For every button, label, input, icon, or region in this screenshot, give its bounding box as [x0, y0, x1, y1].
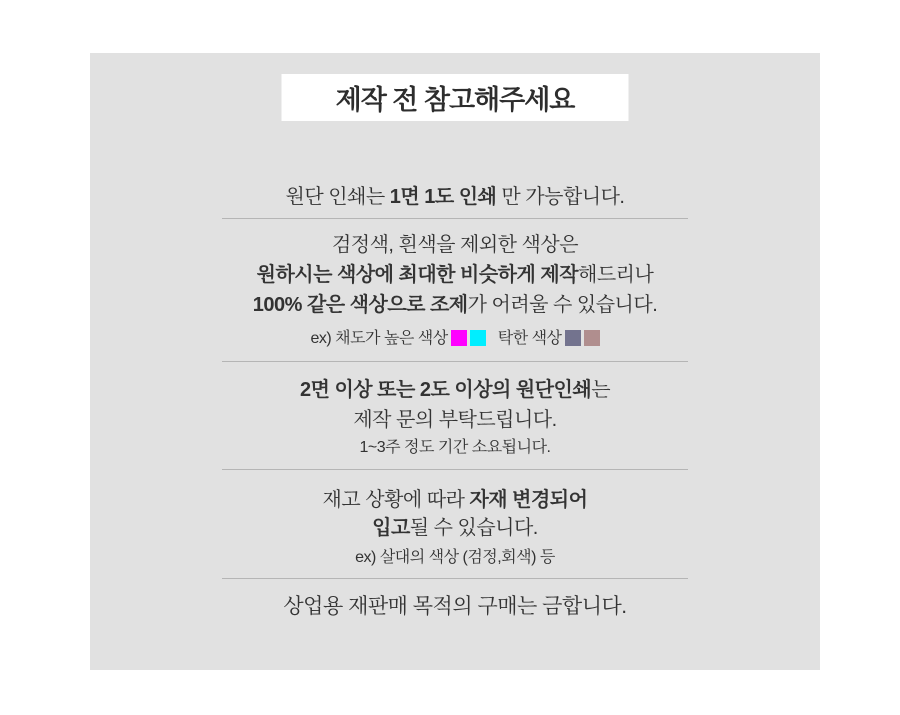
notice-line-stock-example — [90, 546, 820, 570]
notice-line-restock — [90, 513, 820, 543]
text-run: 원단 인쇄는 — [285, 186, 390, 208]
notice-line-stock — [90, 485, 820, 515]
text-run: 만 가능합니다. — [496, 186, 625, 208]
text-run: 1~3주 정도 기간 소요됩니다. — [359, 439, 551, 456]
text-run: 재고 상황에 따라 — [322, 489, 470, 511]
section-divider — [222, 361, 688, 362]
notice-line-print-method — [90, 182, 820, 212]
notice-panel — [90, 53, 820, 670]
notice-line-inquiry — [90, 405, 820, 435]
notice-line-color-similar — [90, 260, 820, 290]
text-run: 검정색, 흰색을 제외한 색상은 — [331, 234, 579, 256]
color-swatch-slate — [565, 330, 581, 346]
color-swatch-mauve — [584, 330, 600, 346]
text-run-bold: 2면 이상 또는 2도 이상의 원단인쇄 — [299, 379, 592, 401]
color-swatch-cyan — [470, 330, 486, 346]
color-swatch-magenta — [451, 330, 467, 346]
text-run-bold: 입고 — [372, 517, 410, 539]
text-run: 탁한 색상 — [497, 330, 562, 347]
text-run-bold: 100% 같은 색상으로 조제 — [252, 294, 468, 316]
notice-line-color-examples — [90, 327, 820, 351]
text-run-bold: 1면 1도 인쇄 — [389, 186, 497, 208]
notice-title: 제작 전 참고해주세요 — [335, 85, 575, 115]
text-run: 제작 문의 부탁드립니다. — [353, 409, 557, 431]
text-run: 가 어려울 수 있습니다. — [467, 294, 658, 316]
notice-title-box — [282, 74, 629, 121]
section-divider — [222, 578, 688, 579]
text-run: ex) 채도가 높은 색상 — [310, 330, 448, 347]
text-run: ex) 살대의 색상 (검정,회색) 등 — [355, 549, 555, 566]
notice-line-multiside — [90, 375, 820, 405]
text-run: 될 수 있습니다. — [409, 517, 538, 539]
text-run-bold: 원하시는 색상에 최대한 비슷하게 제작 — [256, 264, 579, 286]
text-run: 는 — [591, 379, 611, 401]
text-run: 해드리나 — [578, 264, 654, 286]
notice-line-leadtime — [90, 436, 820, 460]
notice-line-no-resale — [90, 592, 820, 622]
notice-line-color-limit — [90, 290, 820, 320]
notice-line-color-exception — [90, 230, 820, 260]
text-run: 상업용 재판매 목적의 구매는 금합니다. — [283, 595, 627, 618]
section-divider — [222, 218, 688, 219]
section-divider — [222, 469, 688, 470]
text-run-bold: 자재 변경되어 — [469, 489, 588, 511]
